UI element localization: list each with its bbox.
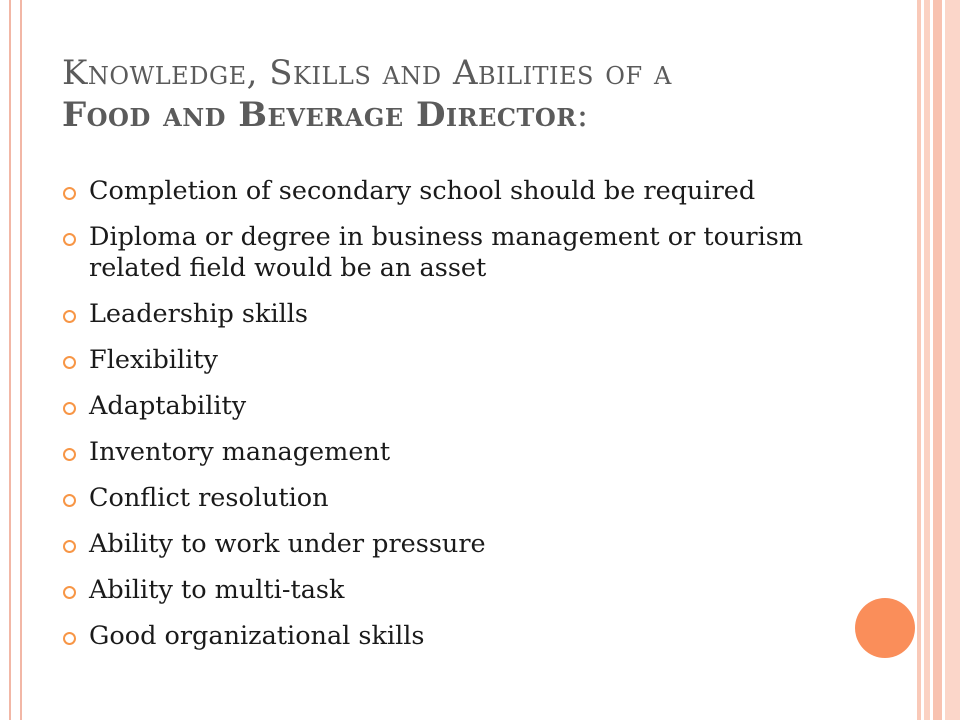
right-decorative-stripe xyxy=(917,0,921,720)
bullet-item xyxy=(62,621,892,652)
bullet-text: Ability to work under pressure xyxy=(89,529,486,559)
bullet-item xyxy=(62,176,892,207)
bullet-icon xyxy=(63,402,76,415)
bullet-item xyxy=(62,391,892,422)
bullet-item xyxy=(62,437,892,468)
title-line-2-bold: Food and Beverage Director xyxy=(62,95,577,136)
bullet-icon xyxy=(63,494,76,507)
bullet-text: Flexibility xyxy=(89,345,218,375)
left-border-frame xyxy=(9,0,22,720)
bullet-text: Leadership skills xyxy=(89,299,309,329)
bullet-item xyxy=(62,299,892,330)
bullet-text: Adaptability xyxy=(89,391,247,421)
title-line-1: Knowledge, Skills and Abilities of a xyxy=(62,53,672,93)
right-decorative-stripe xyxy=(933,0,942,720)
bullet-item xyxy=(62,222,892,284)
bullet-list xyxy=(62,176,892,667)
bullet-icon xyxy=(63,586,76,599)
bullet-icon xyxy=(63,356,76,369)
bullet-text: Conflict resolution xyxy=(89,483,329,513)
slide-title xyxy=(62,52,882,136)
bullet-item xyxy=(62,575,892,606)
bullet-text: Completion of secondary school should be required xyxy=(89,176,756,206)
bullet-text: Ability to multi-task xyxy=(89,575,345,605)
bullet-icon xyxy=(63,187,76,200)
bullet-text: Diploma or degree in business management or tourism related field would be an asset xyxy=(89,222,803,283)
bullet-icon xyxy=(63,233,76,246)
bullet-item xyxy=(62,345,892,376)
title-suffix: : xyxy=(576,95,589,136)
right-decorative-stripe xyxy=(945,0,960,720)
bullet-icon xyxy=(63,310,76,323)
bullet-icon xyxy=(63,632,76,645)
bullet-text: Good organizational skills xyxy=(89,621,425,651)
bullet-item xyxy=(62,529,892,560)
bullet-item xyxy=(62,483,892,514)
bullet-icon xyxy=(63,448,76,461)
bullet-icon xyxy=(63,540,76,553)
title-line-2 xyxy=(62,94,882,136)
bullet-text: Inventory management xyxy=(89,437,391,467)
right-decorative-stripe xyxy=(924,0,930,720)
